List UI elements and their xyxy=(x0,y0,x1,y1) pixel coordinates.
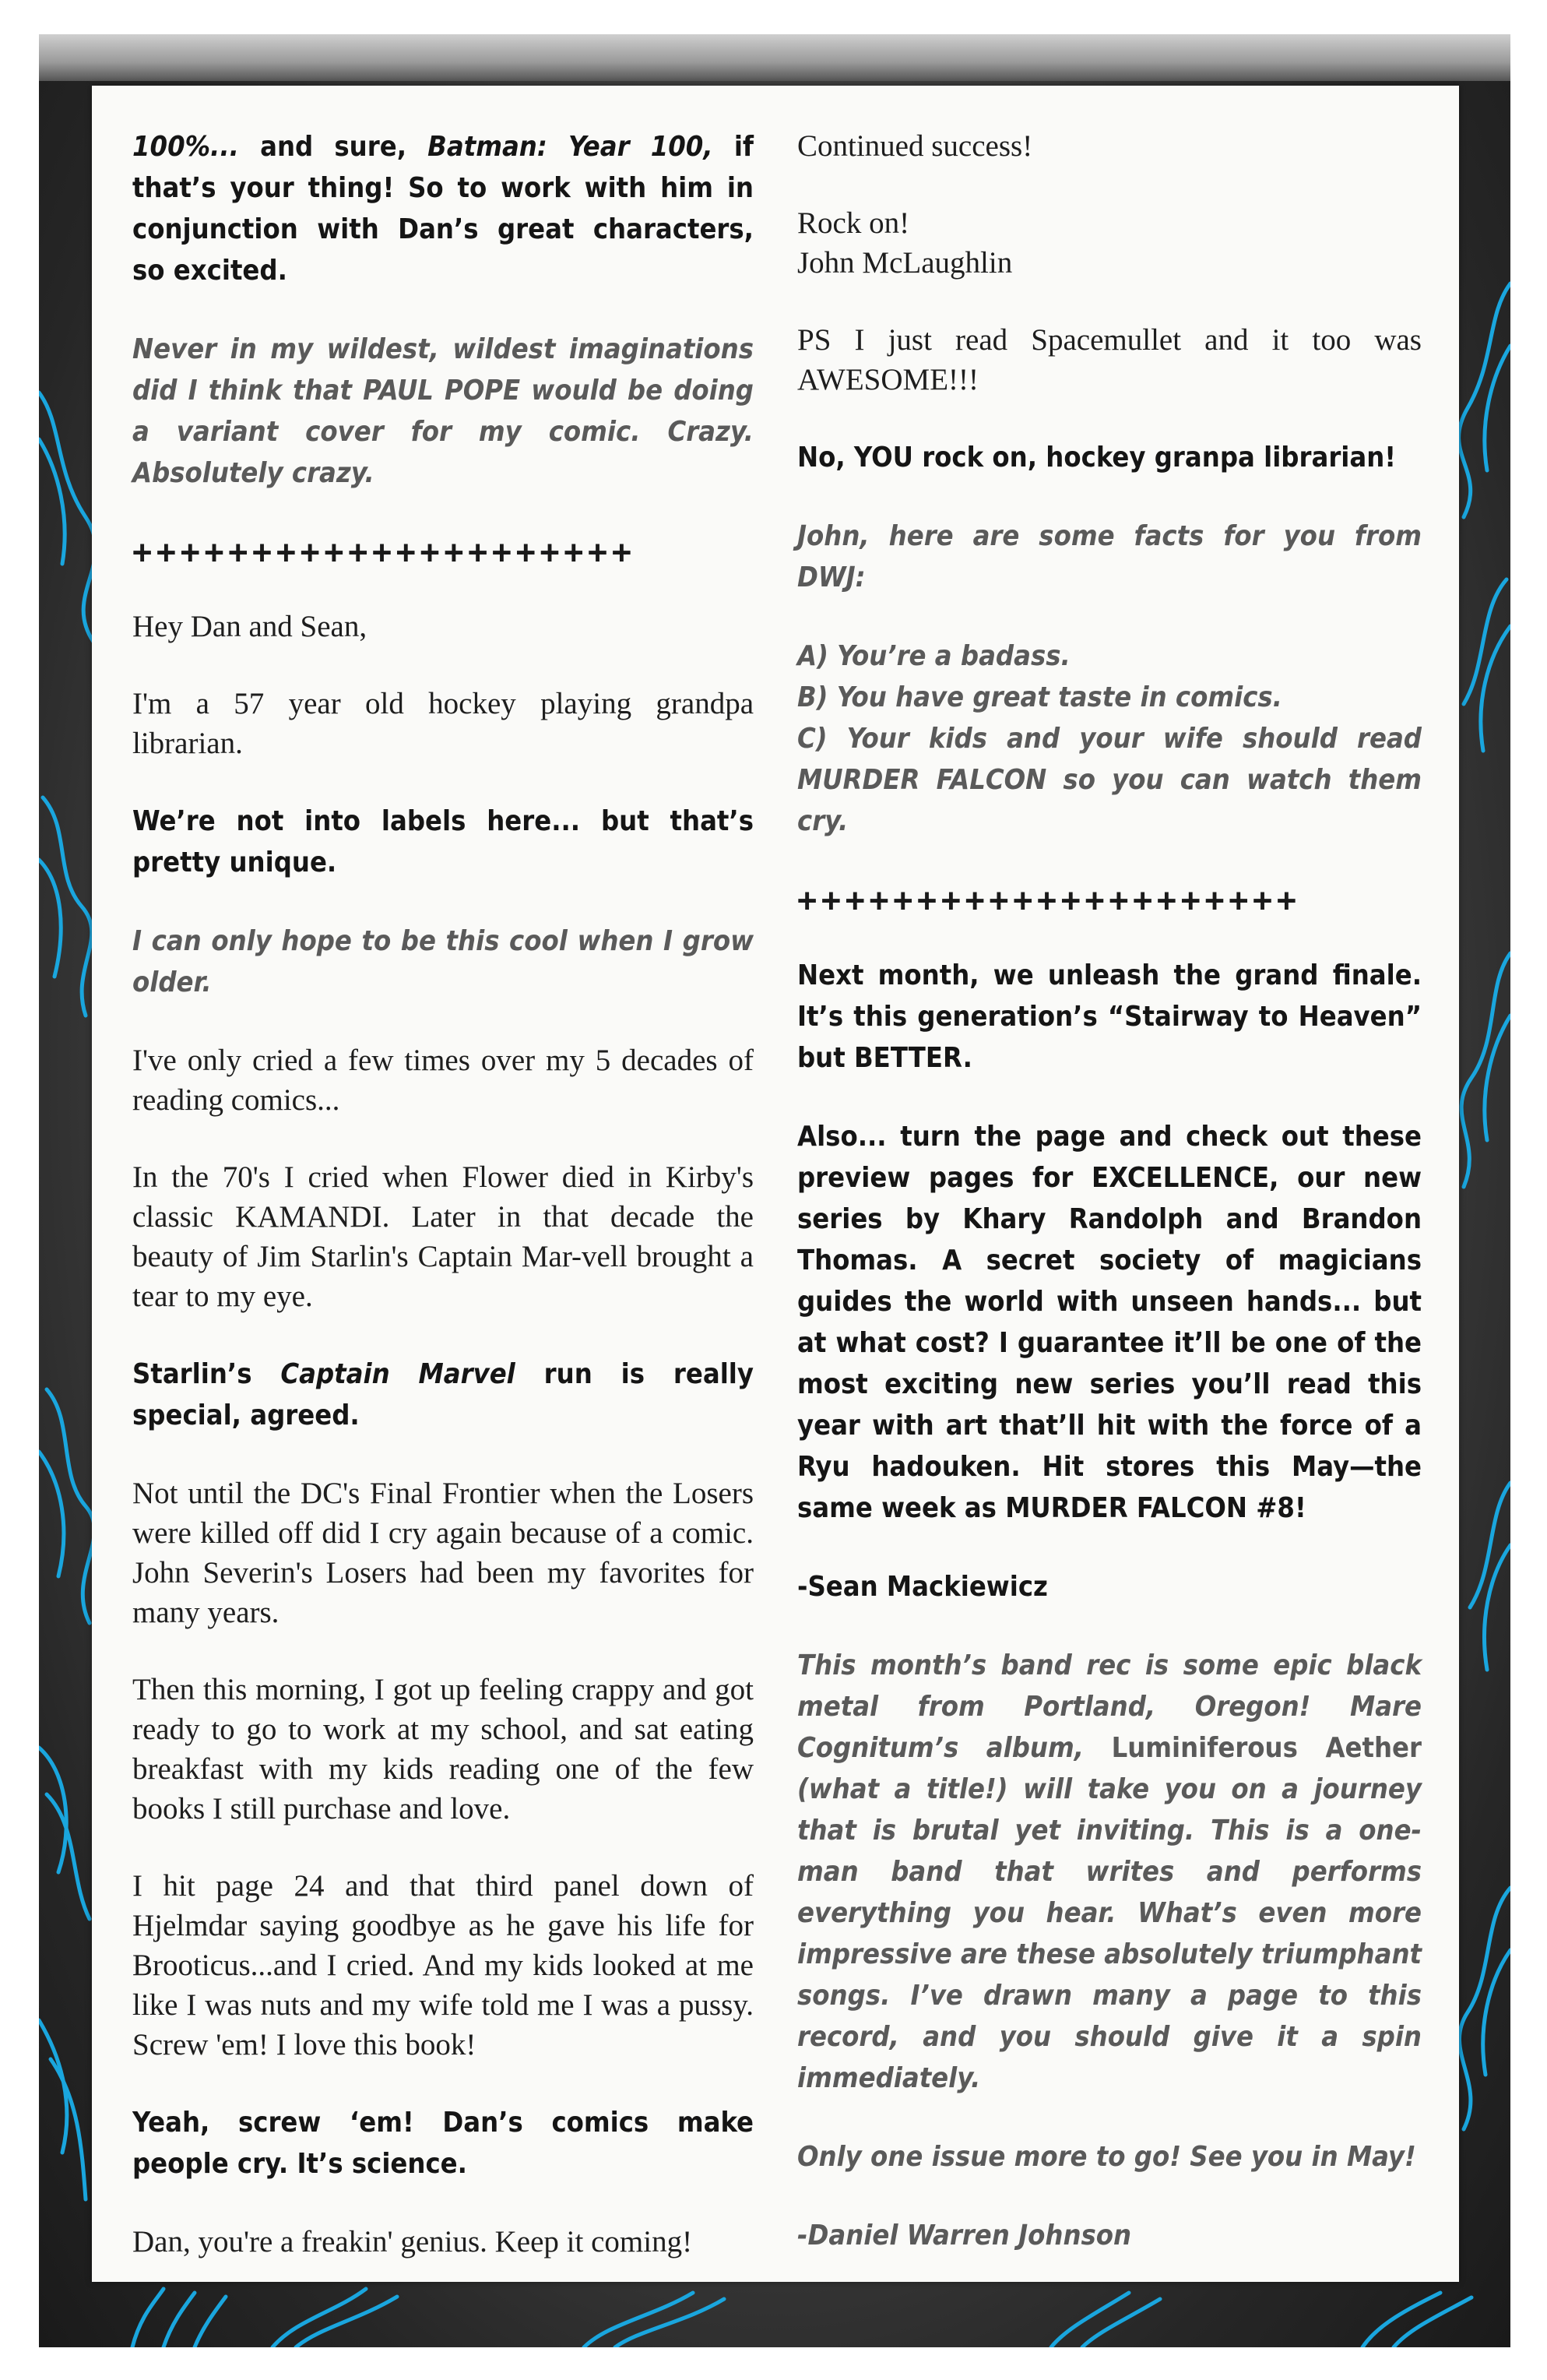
editor-preview-note: Also... turn the page and check out these preview pages for EXCELLENCE, our new series by Khary Randolph and Brandon Thomas. A secret society of magicians guides the world with unseen hands... but at what cost? I guarantee it’ll be one of the most exciting new series you’ll read this year with art that’ll hit with the force of a Ryu hadouken. Hit stores this May—the same week as MURDER FALCON #8! xyxy=(797,1121,1422,1524)
letter-paragraph: I'm a 57 year old hockey playing grandpa librarian. xyxy=(132,687,754,760)
editor-reply: Yeah, screw ‘em! Dan’s comics make people cry. It’s science. xyxy=(132,2107,754,2180)
right-column xyxy=(797,126,1422,2256)
left-column xyxy=(132,126,754,2262)
dwj-closing: Only one issue more to go! See you in May! xyxy=(797,2141,1416,2173)
letters-page xyxy=(92,86,1459,2282)
editor-signature: -Sean Mackiewicz xyxy=(797,1571,1048,1603)
editor-announcement: Next month, we unleash the grand finale. It’s this generation’s “Stairway to Heaven” but BETTER. xyxy=(797,959,1422,1074)
dwj-reply-paul-pope: Never in my wildest, wildest imaginations did I think that PAUL POPE would be doing a variant cover for my comic. Crazy. Absolutely crazy. xyxy=(132,333,754,489)
dwj-reply: John, here are some facts for you from DWJ: xyxy=(797,520,1422,593)
letter-author: John McLaughlin xyxy=(797,246,1013,280)
letter-greeting: Hey Dan and Sean, xyxy=(132,610,367,643)
top-gradient-strip xyxy=(39,34,1510,81)
letter-signoff: Rock on! John McLaughlin xyxy=(797,206,1013,280)
letter-paragraph: I hit page 24 and that third panel down of Hjelmdar saying goodbye as he gave his life for Brooticus...and I cried. And my kids looked at me like I was nuts and my wife told me I was a pussy. Screw 'em! I love this book! xyxy=(132,1869,754,2061)
editor-reply: Starlin’s Captain Marvel run is really special, agreed. xyxy=(132,1358,754,1431)
editor-reply: We’re not into labels here... but that’s pretty unique. xyxy=(132,805,754,878)
letter-paragraph: Not until the DC's Final Frontier when the Losers were killed off did I cry again because of a comic. John Severin's Losers had been my favorites for many years. xyxy=(132,1477,754,1629)
editor-reply-paul-pope: 100%... and sure, Batman: Year 100, if that’s your thing! So to work with him in conjunction with Dan’s great characters, so excited. xyxy=(132,131,754,287)
letter-paragraph: Continued success! xyxy=(797,129,1033,163)
letter-closing: Dan, you're a freakin' genius. Keep it coming! xyxy=(132,2225,693,2259)
letter-paragraph: In the 70's I cried when Flower died in Kirby's classic KAMANDI. Later in that decade the beauty of Jim Starlin's Captain Mar-vell brought a tear to my eye. xyxy=(132,1160,754,1313)
section-divider: +++++++++++++++++++++ xyxy=(797,881,1301,919)
editor-reply: No, YOU rock on, hockey granpa librarian! xyxy=(797,442,1397,474)
dwj-facts-list: A) You’re a badass. B) You have great taste in comics. C) Your kids and your wife should read MURDER FALCON so you can watch them cry. xyxy=(797,640,1422,837)
section-divider: +++++++++++++++++++++ xyxy=(132,533,636,571)
letter-postscript: PS I just read Spacemullet and it too was AWESOME!!! xyxy=(797,323,1422,396)
band-recommendation: This month’s band rec is some epic black metal from Portland, Oregon! Mare Cognitum’s album, Luminiferous Aether (what a title!) will take you on a journey that is brutal yet inviting. This is a one-man band that writes and performs everything you hear. What’s even more impressive are these absolutely triumphant songs. I’ve drawn many a page to this record, and you should give it a spin immediately. xyxy=(797,1649,1422,2094)
letter-paragraph: I've only cried a few times over my 5 decades of reading comics... xyxy=(132,1044,754,1117)
letter-paragraph: Then this morning, I got up feeling crappy and got ready to go to work at my school, and sat eating breakfast with my kids reading one of the few books I still purchase and love. xyxy=(132,1673,754,1825)
dwj-reply: I can only hope to be this cool when I grow older. xyxy=(132,925,754,998)
dwj-signature: -Daniel Warren Johnson xyxy=(797,2220,1132,2251)
